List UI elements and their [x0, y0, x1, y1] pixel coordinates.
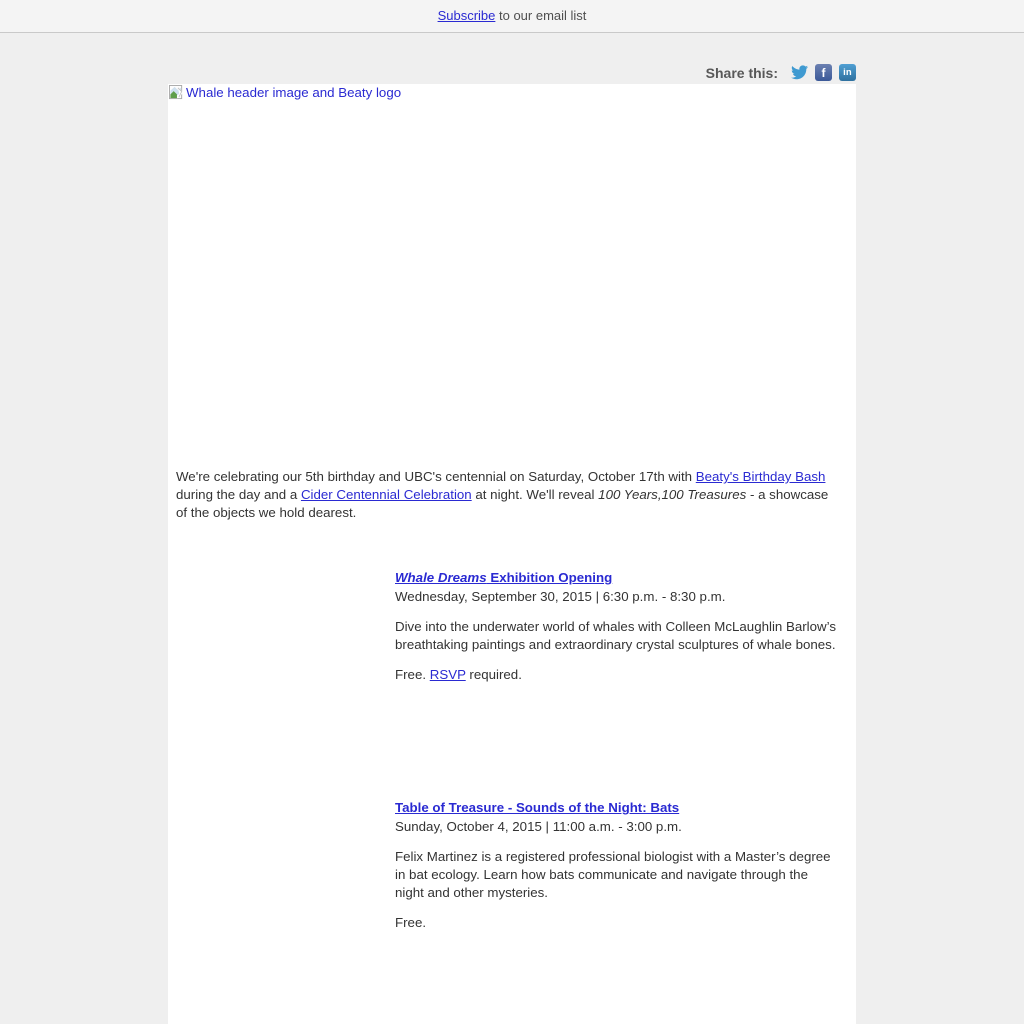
events-list	[168, 570, 856, 1024]
intro-paragraph	[176, 468, 841, 522]
subscribe-bar	[0, 0, 1024, 33]
header-image-alt-text: Whale header image and Beaty logo	[186, 85, 402, 100]
admission-text: Free.	[395, 667, 430, 682]
event-row-bats	[168, 800, 856, 1024]
event-title	[395, 570, 840, 586]
header-image-area	[168, 84, 856, 468]
birthday-bash-link[interactable]: Beaty's Birthday Bash	[695, 469, 826, 484]
subscribe-bar-text: to our email list	[495, 8, 587, 23]
email-content	[168, 84, 856, 1024]
event-title-italic: Whale Dreams	[395, 570, 487, 585]
admission-text-after: required.	[465, 667, 522, 682]
intro-text-4: - a showcase of the objects we hold dearest.	[176, 487, 829, 520]
subscribe-link[interactable]: Subscribe	[437, 8, 496, 23]
share-label: Share this:	[705, 65, 778, 81]
intro-text-3: at night. We'll reveal	[471, 487, 599, 502]
event-image-placeholder	[168, 800, 395, 1024]
header-image-link[interactable]	[169, 85, 401, 100]
intro-text-2: during the day and a	[176, 487, 301, 502]
event-image-placeholder	[168, 570, 395, 800]
event-description: Dive into the underwater world of whales with Colleen McLaughlin Barlow’s breathtaking paintings and extraordinary crystal sculptures of whale bones.	[395, 619, 836, 652]
event-details	[395, 800, 856, 1024]
intro-italic-title: 100 Years,100 Treasures	[598, 487, 747, 502]
event-details	[395, 570, 856, 800]
intro-text-1: We're celebrating our 5th birthday and UBC's centennial on Saturday, October 17th with	[176, 469, 696, 484]
event-date: Sunday, October 4, 2015 | 11:00 a.m. - 3:00 p.m.	[395, 819, 682, 834]
rsvp-link[interactable]: RSVP	[429, 667, 466, 682]
event-date: Wednesday, September 30, 2015 | 6:30 p.m. - 8:30 p.m.	[395, 589, 726, 604]
linkedin-icon[interactable]: in	[839, 64, 856, 81]
broken-image-icon	[169, 85, 184, 100]
share-row	[168, 33, 856, 84]
twitter-icon[interactable]	[791, 64, 808, 81]
facebook-icon[interactable]: f	[815, 64, 832, 81]
event-description: Felix Martinez is a registered professional biologist with a Master’s degree in bat ecology. Learn how bats communicate and navigate through the night and other mysteries.	[395, 849, 831, 900]
whale-dreams-link[interactable]	[395, 570, 612, 585]
cider-celebration-link[interactable]: Cider Centennial Celebration	[300, 487, 472, 502]
event-row-whale-dreams	[168, 570, 856, 800]
event-title	[395, 800, 840, 816]
event-admission	[395, 666, 840, 684]
event-title-rest: Exhibition Opening	[486, 570, 613, 585]
event-admission: Free.	[395, 915, 427, 930]
table-of-treasure-link[interactable]: Table of Treasure - Sounds of the Night: Bats	[395, 800, 680, 815]
